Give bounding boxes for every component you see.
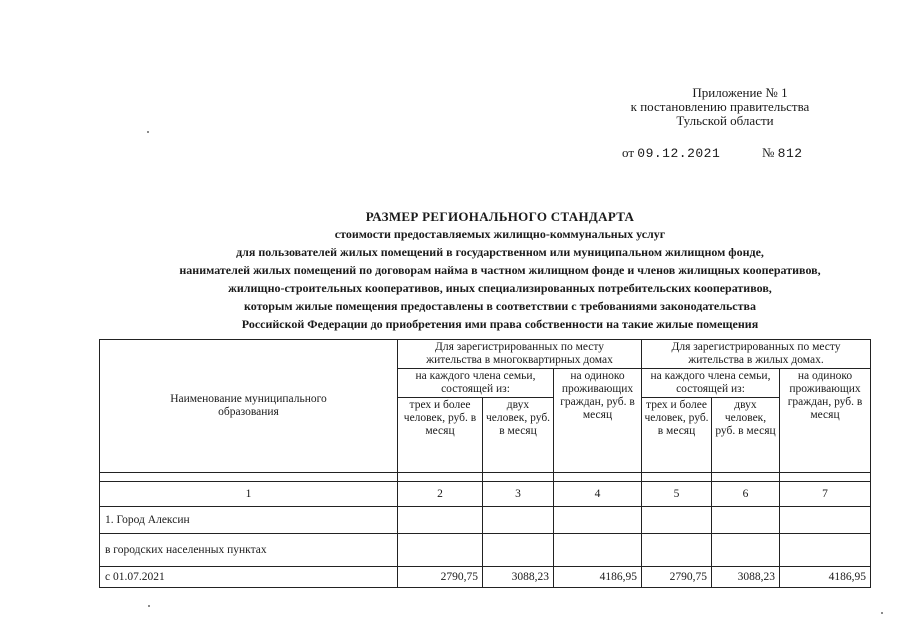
header-row-groups — [100, 340, 871, 369]
annex-header — [560, 86, 880, 128]
table-row — [100, 567, 871, 588]
header-two: двух человек, руб. в месяц — [483, 398, 554, 473]
order-date-value: 09.12.2021 — [637, 146, 721, 161]
order-number-value: 812 — [777, 146, 803, 161]
annex-number: Приложение № 1 — [692, 85, 788, 100]
order-date — [622, 145, 720, 161]
col-number: 5 — [642, 482, 712, 507]
cell-value — [483, 534, 554, 567]
scan-speck — [148, 605, 150, 607]
cell-value — [642, 534, 712, 567]
cell-value: 2790,75 — [642, 567, 712, 588]
header-group-apartments — [398, 340, 642, 369]
cell-value — [780, 534, 871, 567]
header-group-apartments-label: Для зарегистрированных по месту жительства в многоквартирных домах — [426, 341, 613, 366]
table-row — [100, 507, 871, 534]
title-line: для пользователей жилых помещений в государственном или муниципальном жилищном фонде, — [236, 245, 764, 259]
cell-value: 3088,23 — [712, 567, 780, 588]
col-number: 6 — [712, 482, 780, 507]
cell-value — [554, 534, 642, 567]
cell-value — [398, 534, 483, 567]
cell-value — [483, 507, 554, 534]
order-date-prefix: от — [622, 145, 635, 160]
col-number: 2 — [398, 482, 483, 507]
order-number-prefix: № — [762, 145, 775, 160]
row-name: с 01.07.2021 — [100, 567, 398, 588]
cell-value — [642, 507, 712, 534]
title-line: которым жилые помещения предоставлены в соответствии с требованиями законодательства — [243, 299, 757, 313]
header-single-houses: на одиноко проживающих граждан, руб. в месяц — [780, 369, 871, 473]
title-main: РАЗМЕР РЕГИОНАЛЬНОГО СТАНДАРТА — [365, 209, 635, 224]
title-line: Российской Федерации до приобретения ими права собственности на такие жилые помещения — [241, 317, 759, 331]
header-two-houses: двух человек, руб. в месяц — [712, 398, 780, 473]
col-number: 4 — [554, 482, 642, 507]
standard-cost-table — [99, 339, 871, 588]
row-name: в городских населенных пунктах — [100, 534, 398, 567]
cell-value — [780, 507, 871, 534]
title-line: жилищно-строительных кооперативов, иных специализированных потребительских кооперативов, — [228, 281, 772, 295]
header-per-member-houses: на каждого члена семьи, состоящей из: — [642, 369, 780, 398]
header-three-plus-houses: трех и более человек, руб. в месяц — [642, 398, 712, 473]
order-number — [762, 145, 803, 161]
header-per-member: на каждого члена семьи, состоящей из: — [398, 369, 554, 398]
cell-value: 2790,75 — [398, 567, 483, 588]
spacer-row — [100, 473, 871, 482]
title-line: нанимателей жилых помещений по договорам найма в частном жилищном фонде и членов жилищных кооперативов, — [179, 263, 821, 277]
header-municipality — [100, 340, 398, 473]
cell-value: 3088,23 — [483, 567, 554, 588]
header-group-houses-label: Для зарегистрированных по месту жительства в жилых домах. — [671, 341, 841, 366]
col-number: 3 — [483, 482, 554, 507]
cell-value — [554, 507, 642, 534]
cell-value: 4186,95 — [780, 567, 871, 588]
table-row — [100, 534, 871, 567]
scan-speck — [881, 612, 883, 614]
scan-speck — [147, 131, 149, 133]
cell-value: 4186,95 — [554, 567, 642, 588]
cell-value — [712, 534, 780, 567]
annex-region: Тульской области — [676, 113, 774, 128]
row-name: 1. Город Алексин — [100, 507, 398, 534]
document-title — [60, 208, 905, 333]
col-number: 1 — [100, 482, 398, 507]
col-number: 7 — [780, 482, 871, 507]
cell-value — [712, 507, 780, 534]
column-number-row — [100, 482, 871, 507]
header-group-houses — [642, 340, 871, 369]
header-single: на одиноко проживающих граждан, руб. в месяц — [554, 369, 642, 473]
cell-value — [398, 507, 483, 534]
header-three-plus: трех и более человек, руб. в месяц — [398, 398, 483, 473]
title-line: стоимости предоставляемых жилищно-коммунальных услуг — [334, 227, 666, 241]
annex-resolution-ref: к постановлению правительства — [630, 99, 810, 114]
header-municipality-label: Наименование муниципального образования — [170, 393, 327, 418]
